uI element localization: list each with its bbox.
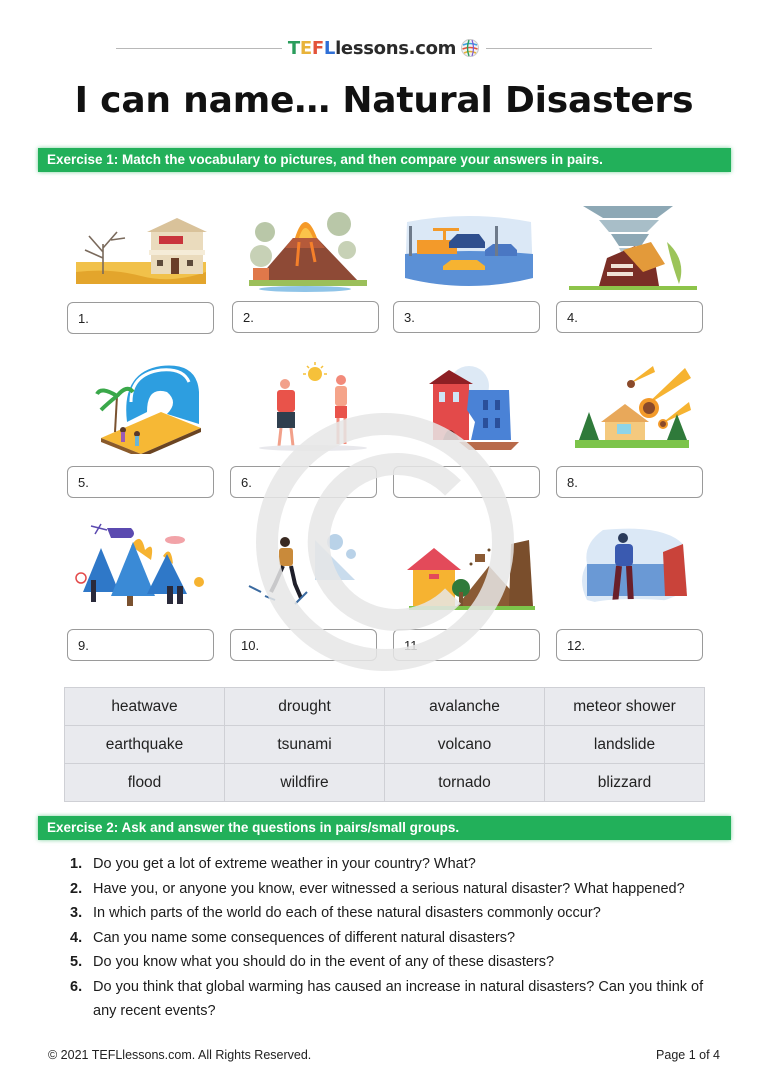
vocab-cell: tornado [385,764,545,802]
answer-box-9[interactable]: 9. [67,629,214,661]
list-item [70,975,730,1024]
exercise2-banner: Exercise 2: Ask and answer the questions in pairs/small groups. [38,816,731,840]
list-item [70,926,730,951]
answer-box-1[interactable]: 1. [67,302,214,334]
brand-letter-l: L [323,37,336,59]
question-list [70,852,730,1024]
question-text: Do you know what you should do in the event of any of these disasters? [93,954,555,970]
divider-right [486,48,652,49]
question-text: Have you, or anyone you know, ever witnessed a serious natural disaster? What happened? [93,880,685,897]
brand-letter-f: F [311,37,324,59]
landslide-illustration [394,518,544,613]
answer-box-6[interactable]: 6. [230,466,377,498]
answer-box-3[interactable]: 3. [393,301,540,333]
heatwave-illustration [230,360,380,455]
answer-box-12[interactable]: 12. [556,629,703,661]
brand-letter-e: E [299,37,312,59]
vocab-cell: drought [225,688,385,726]
answer-box-5[interactable]: 5. [67,466,214,498]
answer-box-2[interactable]: 2. [232,301,379,333]
question-text: Can you name some consequences of different natural disasters? [93,929,516,946]
volcano-illustration [230,200,380,295]
list-item [70,877,730,902]
question-number: 1. [70,856,83,872]
table-row [65,726,705,764]
vocab-cell: wildfire [225,764,385,802]
avalanche-illustration [230,518,380,613]
flood-illustration [394,200,544,295]
vocab-cell: earthquake [65,726,225,764]
meteor-shower-illustration [558,360,708,455]
list-item [70,950,730,975]
tsunami-illustration [66,360,216,455]
vocab-cell: landslide [545,726,705,764]
table-row [65,688,705,726]
brand-logo [282,38,486,59]
vocab-cell: volcano [385,726,545,764]
question-number: 6. [70,978,83,995]
page-number: Page 1 of 4 [656,1048,720,1062]
brand-letter-t: T [287,37,300,59]
list-item [70,901,730,926]
answer-box-4[interactable]: 4. [556,301,703,333]
question-text: In which parts of the world do each of these natural disasters commonly occur? [93,905,601,921]
vocab-cell: meteor shower [545,688,705,726]
question-number: 4. [70,929,83,946]
exercise1-banner: Exercise 1: Match the vocabulary to pictures, and then compare your answers in pairs. [38,148,731,172]
vocab-cell: flood [65,764,225,802]
divider-left [116,48,282,49]
answer-box-7[interactable] [393,466,540,498]
blizzard-illustration [558,518,708,613]
page-title: I can name… Natural Disasters [74,80,694,121]
earthquake-illustration [394,360,544,455]
brand-domain: lessons.com [335,37,457,59]
list-item [70,852,730,877]
answer-box-11[interactable]: 11 [393,629,540,661]
vocabulary-table [64,687,705,802]
copyright-notice: © 2021 TEFLlessons.com. All Rights Reserved. [48,1048,312,1062]
question-number: 2. [70,880,83,897]
vocab-cell: heatwave [65,688,225,726]
globe-icon [460,38,480,58]
vocab-cell: avalanche [385,688,545,726]
question-number: 5. [70,954,83,970]
vocab-cell: tsunami [225,726,385,764]
tornado-illustration [558,200,708,295]
brand-header [116,36,652,60]
question-text: Do you think that global warming has caused an increase in natural disasters? Can you think of any recent events? [93,978,704,1019]
vocab-cell: blizzard [545,764,705,802]
drought-illustration [66,200,216,295]
answer-box-10[interactable]: 10. [230,629,377,661]
wildfire-illustration [66,518,216,613]
table-row [65,764,705,802]
question-text: Do you get a lot of extreme weather in your country? What? [93,856,476,872]
question-number: 3. [70,905,83,921]
answer-box-8[interactable]: 8. [556,466,703,498]
